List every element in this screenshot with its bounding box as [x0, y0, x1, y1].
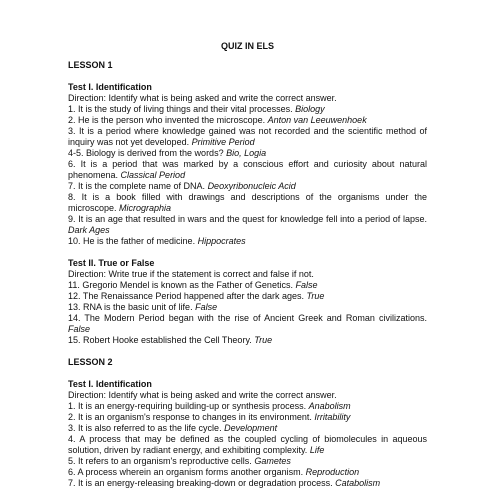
question-text: 13. RNA is the basic unit of life. — [68, 302, 196, 312]
question-text: 11. Gregorio Mendel is known as the Father of Genetics. — [68, 280, 296, 290]
question-item — [68, 302, 427, 313]
question-text: 12. The Renaissance Period happened after the dark ages. — [68, 291, 307, 301]
answer-text: False — [195, 302, 218, 312]
answer-text: Catabolism — [335, 478, 381, 488]
question-text: 3. It is a period where knowledge gained was not recorded and the scientific method of inquiry was not yet developed. — [68, 126, 427, 147]
answer-text: Gametes — [254, 456, 291, 466]
lesson-2-test-1 — [68, 379, 427, 489]
question-item — [68, 181, 427, 192]
answer-text: Reproduction — [305, 467, 360, 477]
question-item — [68, 192, 427, 214]
question-text: 9. It is an age that resulted in wars and the quest for knowledge fell into a period of lapse. — [68, 214, 427, 224]
question-text: 1. It is an energy-requiring building-up or synthesis process. — [68, 401, 309, 411]
question-item — [68, 335, 427, 346]
answer-text: Irritability — [314, 412, 351, 422]
lesson-1-heading: LESSON 1 — [68, 60, 113, 70]
answer-text: Deoxyribonucleic Acid — [207, 181, 296, 191]
question-item — [68, 412, 427, 423]
test-heading: Test I. Identification — [68, 379, 152, 389]
question-item — [68, 214, 427, 236]
question-text: 8. It is a book filled with drawings and descriptions of the organisms under the microscope. — [68, 192, 427, 213]
question-text: 14. The Modern Period began with the rise of Ancient Greek and Roman civilizations. — [68, 313, 427, 323]
question-item — [68, 423, 427, 434]
question-text: 3. It is also referred to as the life cycle. — [68, 423, 225, 433]
question-text: 5. It refers to an organism's reproductive cells. — [68, 456, 255, 466]
test-direction: Direction: Identify what is being asked and write the correct answer. — [68, 93, 337, 103]
lesson-1-test-2 — [68, 258, 427, 346]
question-text: 10. He is the father of medicine. — [68, 236, 198, 246]
question-item — [68, 313, 427, 335]
answer-text: Dark Ages — [68, 225, 110, 235]
document-title: QUIZ IN ELS — [220, 41, 274, 51]
answer-text: Hippocrates — [197, 236, 246, 246]
answer-text: True — [254, 335, 273, 345]
question-text: 4. A process that may be defined as the coupled cycling of biomolecules in aqueous solution, driven by radiant energy, and exhibiting complexity. — [68, 434, 427, 455]
answer-text: Biology — [295, 104, 325, 114]
question-item — [68, 159, 427, 181]
answer-text: Development — [224, 423, 278, 433]
question-item — [68, 467, 427, 478]
question-item — [68, 456, 427, 467]
test-heading: Test I. Identification — [68, 82, 152, 92]
answer-text: Life — [309, 445, 325, 455]
question-item — [68, 236, 427, 247]
answer-text: Classical Period — [120, 170, 186, 180]
question-text: 2. It is an organism's response to changes in its environment. — [68, 412, 315, 422]
test-heading: Test II. True or False — [68, 258, 155, 268]
answer-text: False — [295, 280, 318, 290]
question-item — [68, 434, 427, 456]
lesson-1-test-1 — [68, 82, 427, 247]
document-body — [68, 60, 427, 489]
answer-text: True — [306, 291, 325, 301]
question-text: 6. It is a period that was marked by a conscious effort and curiosity about natural phenomena. — [68, 159, 427, 180]
question-text: 7. It is the complete name of DNA. — [68, 181, 208, 191]
question-item — [68, 478, 427, 489]
question-item — [68, 280, 427, 291]
question-item — [68, 115, 427, 126]
test-direction: Direction: Identify what is being asked and write the correct answer. — [68, 390, 337, 400]
lesson-2-heading: LESSON 2 — [68, 357, 113, 367]
question-text: 4-5. Biology is derived from the words? — [68, 148, 227, 158]
answer-text: Primitive Period — [191, 137, 255, 147]
question-item — [68, 126, 427, 148]
test-direction: Direction: Write true if the statement is correct and false if not. — [68, 269, 314, 279]
question-text: 15. Robert Hooke established the Cell Theory. — [68, 335, 255, 345]
question-item — [68, 104, 427, 115]
answer-text: False — [68, 324, 91, 334]
answer-text: Micrographia — [119, 203, 172, 213]
answer-text: Anabolism — [308, 401, 351, 411]
question-text: 7. It is an energy-releasing breaking-down or degradation process. — [68, 478, 336, 488]
answer-text: Bio, Logia — [226, 148, 267, 158]
question-item — [68, 291, 427, 302]
question-item — [68, 401, 427, 412]
question-text: 1. It is the study of living things and their vital processes. — [68, 104, 296, 114]
question-text: 6. A process wherein an organism forms another organism. — [68, 467, 306, 477]
question-text: 2. He is the person who invented the microscope. — [68, 115, 268, 125]
question-item — [68, 148, 427, 159]
answer-text: Anton van Leeuwenhoek — [267, 115, 367, 125]
